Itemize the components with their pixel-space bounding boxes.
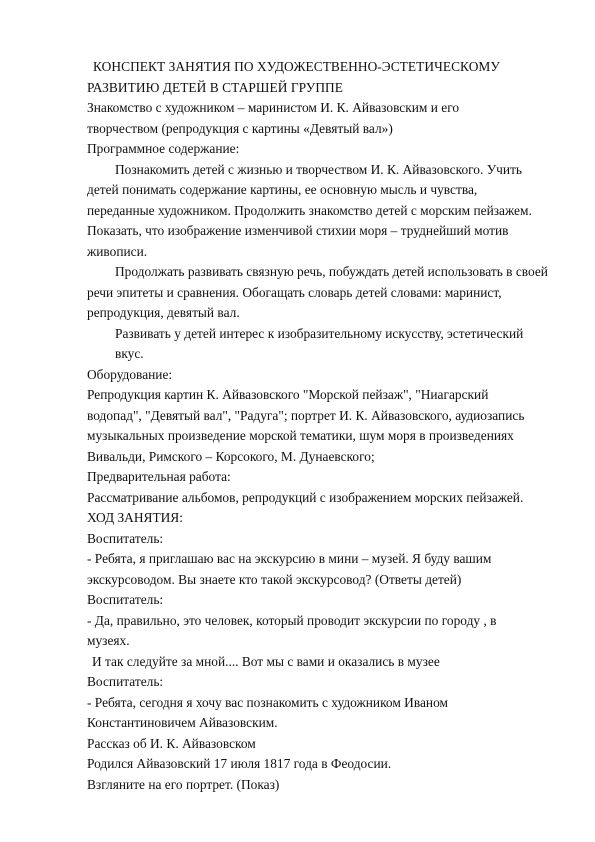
dialogue-line: экскурсоводом. Вы знаете кто такой экскурсовод? (Ответы детей) <box>87 571 462 587</box>
title-line-1: КОНСПЕКТ ЗАНЯТИЯ ПО ХУДОЖЕСТВЕННО-ЭСТЕТИЧЕСКОМУ <box>93 59 500 74</box>
paragraph-line: музыкальных произведение морской тематики, шум моря в произведениях <box>87 428 514 443</box>
paragraph-line: вкус. <box>115 346 144 361</box>
paragraph-line: переданные художником. Продолжить знакомство детей с морским пейзажем. <box>87 202 532 218</box>
paragraph-line: репродукция, девятый вал. <box>87 305 240 320</box>
paragraph-line: детей понимать содержание картины, ее основную мысль и чувства, <box>87 182 478 197</box>
topic-line-2: творчеством (репродукция с картины «Девятый вал») <box>87 120 393 136</box>
dialogue-line: И так следуйте за мной.... Вот мы с вами и оказались в музее <box>92 653 440 669</box>
dialogue-line: музеях. <box>87 633 130 648</box>
paragraph-line: Развивать у детей интерес к изобразительному искусству, эстетический <box>115 325 524 341</box>
equipment-heading: Оборудование: <box>87 366 173 382</box>
dialogue-line: Константиновичем Айвазовским. <box>87 715 278 730</box>
title-line-2: РАЗВИТИЮ ДЕТЕЙ В СТАРШЕЙ ГРУППЕ <box>87 79 343 95</box>
paragraph-line: живописи. <box>87 243 148 259</box>
dialogue-line: - Да, правильно, это человек, который проводит экскурсии по городу , в <box>87 612 497 628</box>
speaker-label: Воспитатель: <box>87 674 164 689</box>
dialogue-line: - Ребята, сегодня я хочу вас познакомить с художником Иваном <box>87 694 449 710</box>
paragraph-line: Взгляните на его портрет. (Показ) <box>87 776 280 792</box>
paragraph-line: речи эпитеты и сравнения. Обогащать словарь детей словами: маринист, <box>87 284 502 300</box>
paragraph-line: Родился Айвазовский 17 июля 1817 года в Феодосии. <box>87 756 392 771</box>
paragraph-line: Рассматривание альбомов, репродукций с изображением морских пейзажей. <box>87 489 524 505</box>
program-heading: Программное содержание: <box>87 141 240 156</box>
speaker-label: Воспитатель: <box>87 530 164 546</box>
paragraph-line: Репродукция картин К. Айвазовского "Морской пейзаж", "Ниагарский <box>87 387 489 402</box>
topic-line-1: Знакомство с художником – маринистом И. К. Айвазовским и его <box>87 100 460 115</box>
speaker-label: Воспитатель: <box>87 592 164 607</box>
preliminary-heading: Предварительная работа: <box>87 469 231 484</box>
paragraph-line: Продолжать развивать связную речь, побуждать детей использовать в своей <box>115 264 548 279</box>
paragraph-line: водопад", "Девятый вал", "Радуга"; портрет И. К. Айвазовского, аудиозапись <box>87 407 525 423</box>
lesson-heading: ХОД ЗАНЯТИЯ: <box>87 510 183 525</box>
paragraph-line: Вивальди, Римского – Корсокого, М. Дунаевского; <box>87 448 375 464</box>
paragraph-line: Показать, что изображение изменчивой стихии моря – труднейший мотив <box>87 223 509 238</box>
dialogue-line: - Ребята, я приглашаю вас на экскурсию в мини – музей. Я буду вашим <box>87 551 492 566</box>
story-heading: Рассказ об И. К. Айвазовском <box>87 735 256 751</box>
paragraph-line: Познакомить детей с жизнью и творчеством И. К. Айвазовского. Учить <box>115 161 523 177</box>
document-body <box>87 57 557 795</box>
